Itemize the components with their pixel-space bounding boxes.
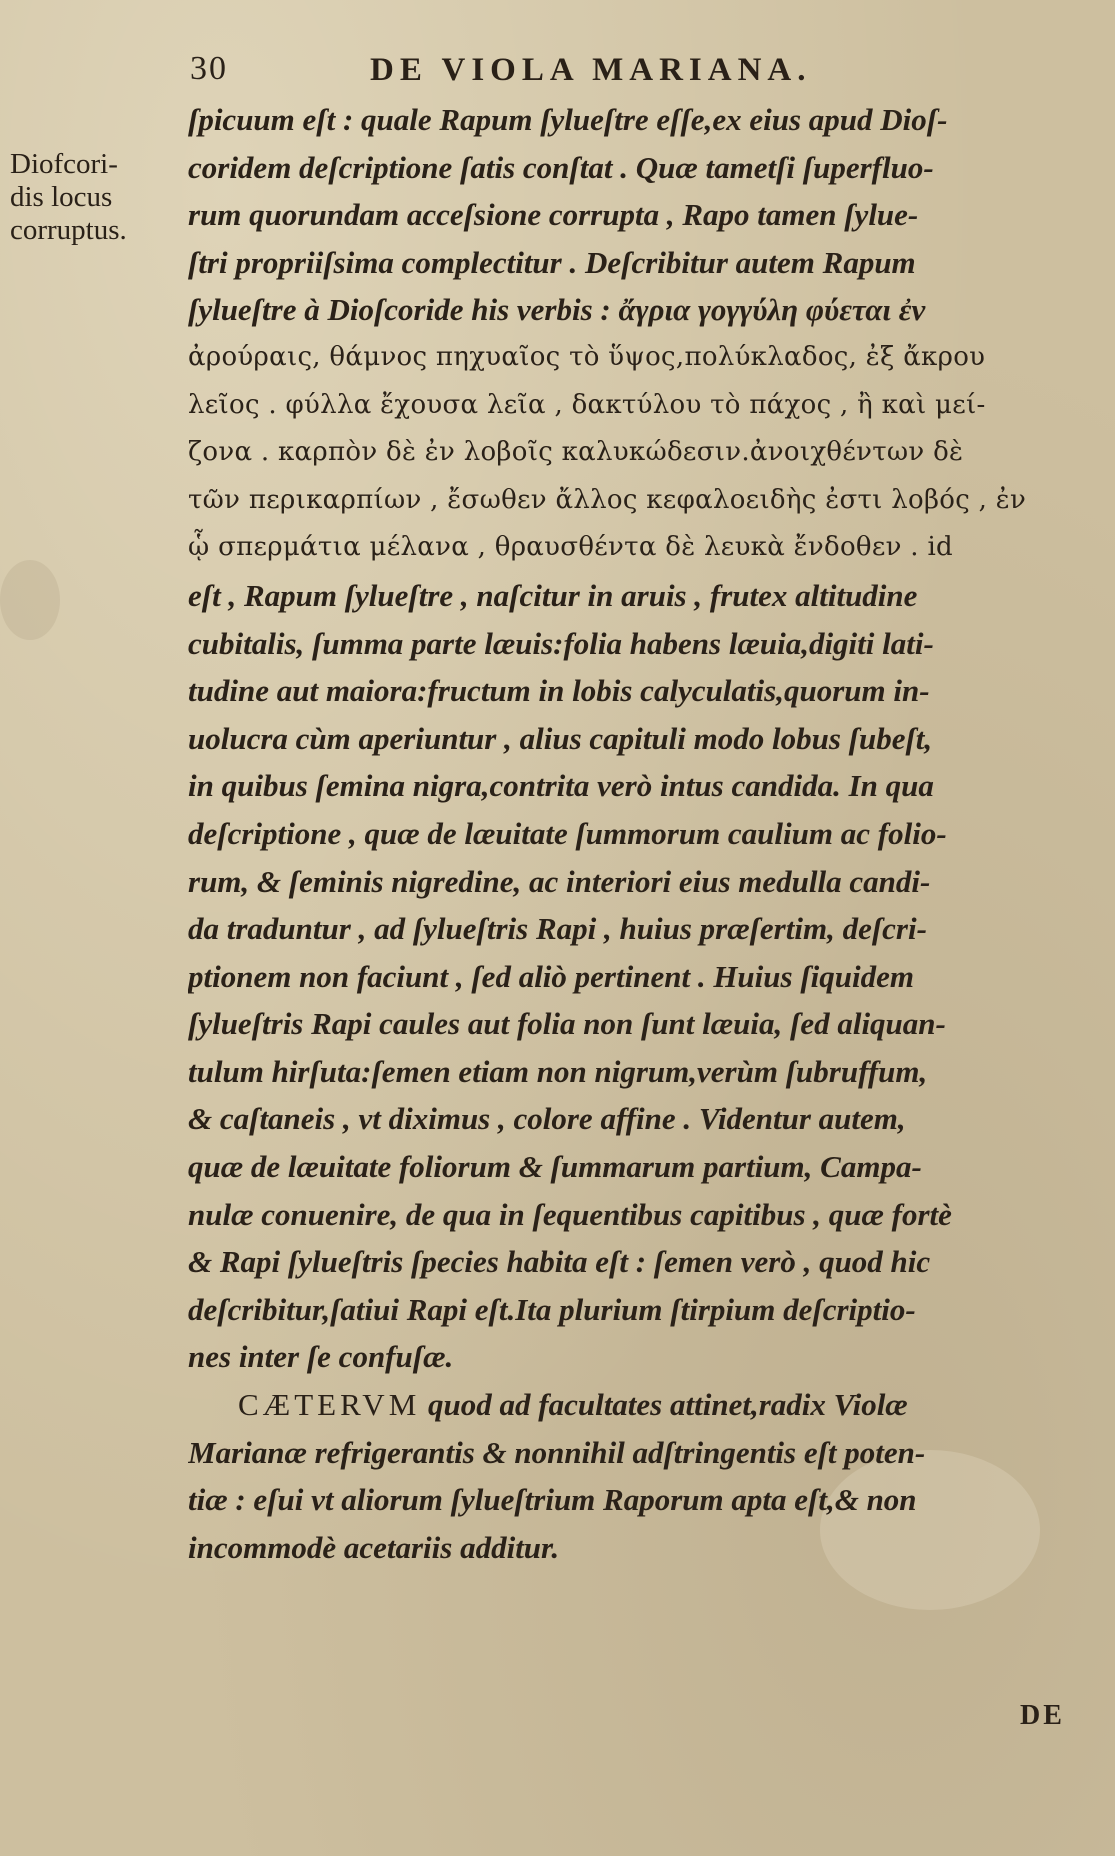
running-title: DE VIOLA MARIANA. xyxy=(370,52,812,88)
text-line: coridem deſcriptione ſatis conſtat . Quæ tametſi ſuperfluo- xyxy=(188,149,934,185)
text-line: da traduntur , ad ſylueſtris Rapi , huius præſertim, deſcri- xyxy=(188,911,927,947)
paper-stain xyxy=(0,560,60,640)
text-line: tudine aut maiora:fructum in lobis calyculatis,quorum in- xyxy=(188,673,930,709)
greek-line: ἀρούραις, θάμνος πηχυαῖος τὸ ὕψος,πολύκλαδος, ἐξ ἄκρου xyxy=(188,341,986,372)
text-line: ſtri propriiſsima complectitur . Deſcribitur autem Rapum xyxy=(188,244,916,280)
text-line: nulæ conuenire, de qua in ſequentibus capitibus , quæ fortè xyxy=(188,1196,952,1232)
text-line: & Rapi ſylueſtris ſpecies habita eſt : ſemen verò , quod hic xyxy=(188,1244,931,1280)
catchword: DE xyxy=(1020,1700,1065,1731)
paragraph-start-line xyxy=(188,1381,1078,1429)
body-text xyxy=(188,96,1078,1571)
text-line: ptionem non faciunt , ſed aliò pertinent . Huius ſiquidem xyxy=(188,958,915,994)
text-line: uolucra cùm aperiuntur , alius capituli modo lobus ſubeſt, xyxy=(188,720,933,756)
text-line: ſylueſtris Rapi caules aut folia non ſunt læuia, ſed aliquan- xyxy=(188,1006,946,1042)
text-line: deſcriptione , quæ de læuitate ſummorum caulium ac folio- xyxy=(188,815,947,851)
margin-note-line: corruptus. xyxy=(10,214,127,246)
text-line: rum, & ſeminis nigredine, ac interiori eius medulla candi- xyxy=(188,863,931,899)
text-line: & caſtaneis , vt diximus , colore affine . Videntur autem, xyxy=(188,1101,906,1137)
page-header xyxy=(190,50,1050,94)
text-line: Marianæ refrigerantis & nonnihil adſtringentis eſt poten- xyxy=(188,1434,926,1470)
greek-line: ᾧ σπερμάτια μέλανα , θραυσθέντα δὲ λευκὰ ἔνδοθεν . id xyxy=(188,532,953,563)
page-number: 30 xyxy=(190,50,228,87)
greek-line: τῶν περικαρπίων , ἔσωθεν ἄλλος κεφαλοειδὴς ἐστι λοβός , ἐν xyxy=(188,484,1027,515)
text-line: ſpicuum eſt : quale Rapum ſylueſtre eſſe,ex eius apud Dioſ- xyxy=(188,102,948,137)
text-line: cubitalis, ſumma parte læuis:folia habens læuia,digiti lati- xyxy=(188,625,934,661)
text-line: incommodè acetariis additur. xyxy=(188,1529,560,1565)
text-line: tiæ : eſui vt aliorum ſylueſtrium Raporum apta eſt,& non xyxy=(188,1482,917,1518)
text-line: deſcribitur,ſatiui Rapi eſt.Ita plurium ſtirpium deſcriptio- xyxy=(188,1291,916,1327)
greek-line: ζονα . καρπὸν δὲ ἐν λοβοῖς καλυκώδεσιν.ἀνοιχθέντων δὲ xyxy=(188,437,964,468)
margin-note xyxy=(10,148,170,247)
text-line: quod ad facultates attinet,radix Violæ xyxy=(428,1387,908,1423)
paragraph-opener: CÆTERVM xyxy=(238,1387,421,1423)
text-line: quæ de læuitate foliorum & ſummarum partium, Campa- xyxy=(188,1149,922,1185)
text-line: eſt , Rapum ſylueſtre , naſcitur in aruis , frutex altitudine xyxy=(188,577,918,613)
greek-line: λεῖος . φύλλα ἔχουσα λεῖα , δακτύλου τὸ πάχος , ἢ καὶ μεί- xyxy=(188,389,986,420)
text-line: rum quorundam acceſsione corrupta , Rapo tamen ſylue- xyxy=(188,197,919,233)
text-line: ſylueſtre à Dioſcoride his verbis : ἄγρια γογγύλη φύεται ἐν xyxy=(188,292,926,328)
margin-note-line: dis locus xyxy=(10,181,113,213)
text-line: nes inter ſe confuſæ. xyxy=(188,1339,454,1375)
text-line: in quibus ſemina nigra,contrita verò intus candida. In qua xyxy=(188,768,934,804)
text-line: tulum hirſuta:ſemen etiam non nigrum,verùm ſubruffum, xyxy=(188,1053,928,1089)
margin-note-line: Diofcori- xyxy=(10,148,118,180)
